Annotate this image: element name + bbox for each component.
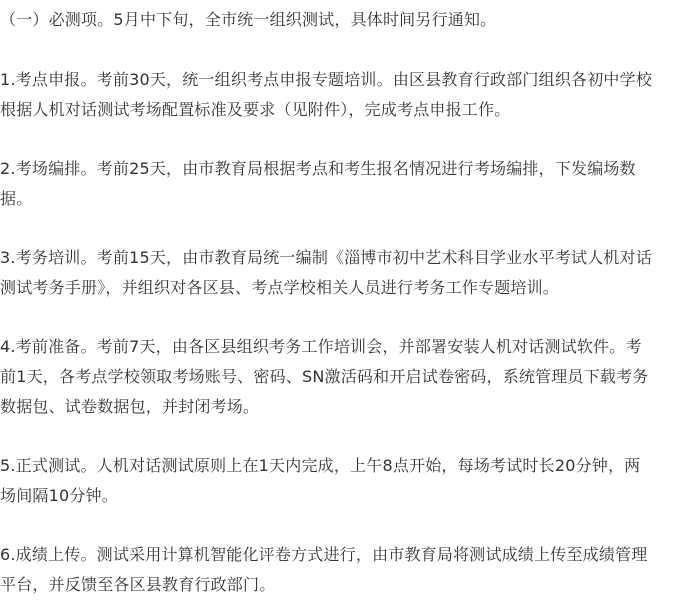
item-4-line-1: 4.考前准备。考前7天，由各区县组织考务工作培训会，并部署安装人机对话测试软件。考	[0, 337, 642, 356]
item-5-line-1: 5.正式测试。人机对话测试原则上在1天内完成，上午8点开始，每场考试时长20分钟，两	[0, 456, 641, 475]
item-2-line-1: 2.考场编排。考前25天，由市教育局根据考点和考生报名情况进行考场编排，下发编场数	[0, 159, 636, 178]
item-1-line-2: 根据人机对话测试考场配置标准及要求（见附件），完成考点申报工作。	[0, 100, 511, 119]
item-3-line-2: 测试考务手册》，并组织对各区县、考点学校相关人员进行考务工作专题培训。	[0, 278, 560, 297]
item-6-line-1: 6.成绩上传。测试采用计算机智能化评卷方式进行，由市教育局将测试成绩上传至成绩管理	[0, 545, 648, 564]
item-1-line-1: 1.考点申报。考前30天，统一组织考点申报专题培训。由区县教育行政部门组织各初中学校	[0, 70, 653, 89]
item-6-line-2: 平台，并反馈至各区县教育行政部门。	[0, 575, 276, 594]
item-5-line-2: 场间隔10分钟。	[0, 486, 118, 505]
item-4-line-2: 前1天，各考点学校领取考场账号、密码、SN激活码和开启试卷密码，系统管理员下载考务	[0, 367, 649, 386]
item-2-line-2: 据。	[0, 189, 33, 208]
item-4-line-3: 数据包、试卷数据包，并封闭考场。	[0, 397, 260, 416]
item-3-line-1: 3.考务培训。考前15天，由市教育局统一编制《淄博市初中艺术科目学业水平考试人机对话	[0, 248, 653, 267]
intro-paragraph: （一）必测项。5月中下旬，全市统一组织测试，具体时间另行通知。	[0, 10, 497, 29]
